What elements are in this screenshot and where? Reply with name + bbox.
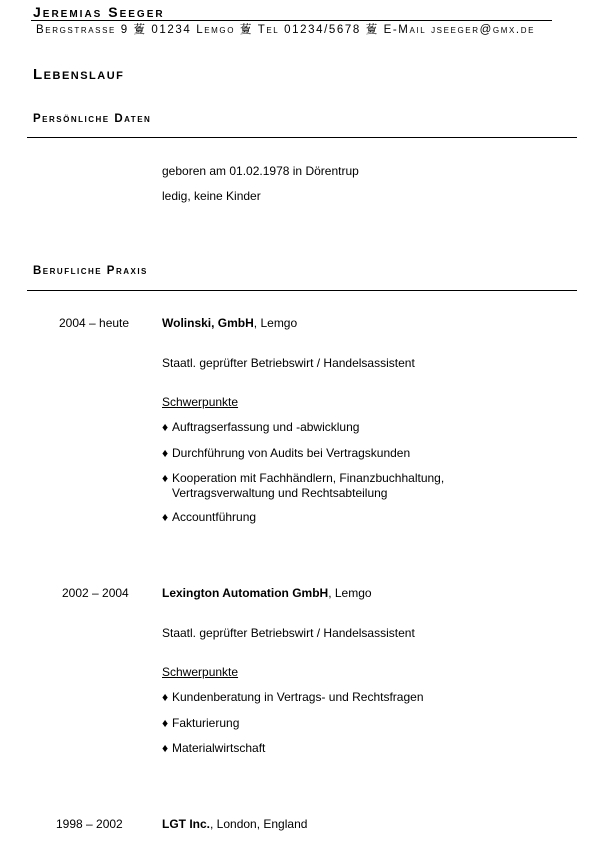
list-item: ♦ Fakturierung xyxy=(162,716,240,730)
list-item: ♦ Kooperation mit Fachhändlern, Finanzbuchhaltung, Vertragsverwaltung und Rechtsabteilung xyxy=(162,471,445,500)
contact-line: Bergstrasse 9 藑 01234 Lemgo 藑 Tel 01234/5678 藑 E-Mail jseeger@gmx.de xyxy=(36,24,536,36)
job-role: Staatl. geprüfter Betriebswirt / Handelsassistent xyxy=(162,356,415,370)
list-item: ♦ Accountführung xyxy=(162,510,257,524)
job-employer xyxy=(162,817,307,832)
focus-label: Schwerpunkte xyxy=(162,395,239,409)
family-status: ledig, keine Kinder xyxy=(162,189,261,203)
list-item: ♦ Auftragserfassung und -abwicklung xyxy=(162,420,360,434)
birth-info: geboren am 01.02.1978 in Dörentrup xyxy=(162,164,359,178)
company-name: Wolinski, GmbH xyxy=(162,316,254,330)
job-years: 1998 – 2002 xyxy=(56,817,123,831)
section-divider xyxy=(27,290,577,291)
company-location: , London, England xyxy=(210,817,308,831)
bullet-diamond-icon: ♦ xyxy=(162,471,169,485)
job-employer xyxy=(162,586,372,601)
bullet-diamond-icon: ♦ xyxy=(162,510,169,524)
bullet-diamond-icon: ♦ xyxy=(162,741,169,755)
document-title: Lebenslauf xyxy=(33,66,125,83)
job-years: 2004 – heute xyxy=(59,316,130,330)
section-heading-personal: Persönliche Daten xyxy=(33,113,152,125)
bullet-diamond-icon: ♦ xyxy=(162,446,169,460)
section-divider xyxy=(27,137,577,138)
company-name: LGT Inc. xyxy=(162,817,210,831)
bullet-diamond-icon: ♦ xyxy=(162,690,169,704)
company-location: , Lemgo xyxy=(328,586,372,600)
applicant-name: Jeremias Seeger xyxy=(33,4,165,20)
bullet-diamond-icon: ♦ xyxy=(162,420,169,434)
job-years: 2002 – 2004 xyxy=(62,586,129,600)
job-employer xyxy=(162,316,297,331)
job-role: Staatl. geprüfter Betriebswirt / Handelsassistent xyxy=(162,626,415,640)
list-item: ♦ Kundenberatung in Vertrags- und Rechtsfragen xyxy=(162,690,424,704)
section-heading-practice: Berufliche Praxis xyxy=(33,265,148,277)
list-item: ♦ Materialwirtschaft xyxy=(162,741,266,755)
company-name: Lexington Automation GmbH xyxy=(162,586,329,600)
bullet-diamond-icon: ♦ xyxy=(162,716,169,730)
list-item: ♦ Durchführung von Audits bei Vertragskunden xyxy=(162,446,411,460)
company-location: , Lemgo xyxy=(253,316,298,330)
focus-label: Schwerpunkte xyxy=(162,665,239,679)
